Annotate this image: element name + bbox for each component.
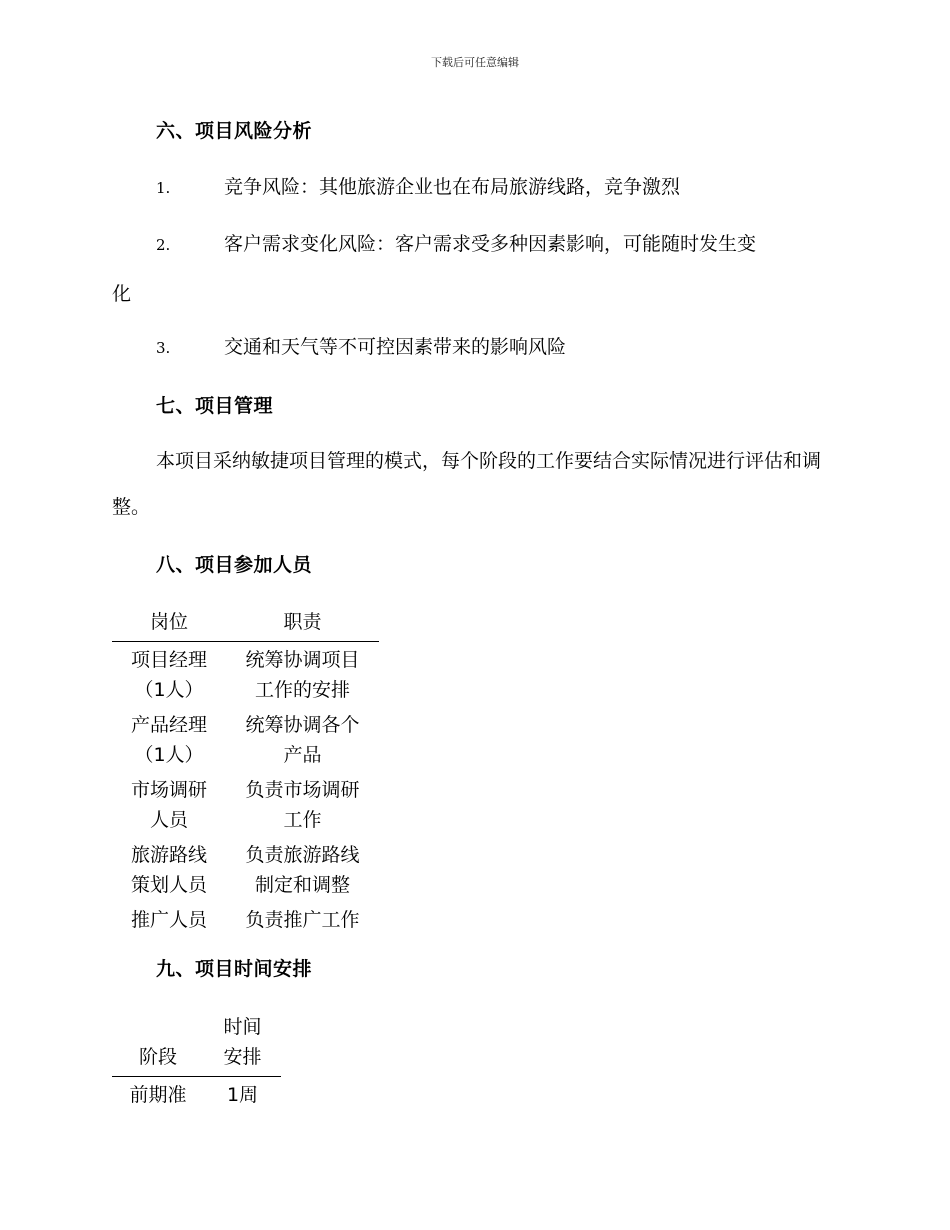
list-item	[156, 324, 836, 371]
management-paragraph: 本项目采纳敏捷项目管理的模式，每个阶段的工作要结合实际情况进行评估和调整。	[112, 450, 822, 518]
list-item-text: 竞争风险：其他旅游企业也在布局旅游线路，竞争激烈	[224, 176, 681, 198]
table-cell: 推广人员	[130, 909, 207, 931]
list-number: 1.	[156, 179, 171, 197]
table-header-cell: 阶段	[112, 1012, 204, 1077]
section-heading-schedule: 九、项目时间安排	[156, 958, 313, 980]
staff-table	[112, 607, 379, 937]
page-header-note: 下载后可任意编辑	[431, 56, 519, 69]
table-header-cell: 职责	[226, 607, 379, 642]
table-row	[112, 837, 379, 902]
list-item-text: 客户需求变化风险：客户需求受多种因素影响，可能随时发生变	[224, 233, 757, 255]
table-cell: 统筹协调各个产品	[245, 714, 360, 766]
table-cell: 产品经理（1人）	[130, 714, 207, 766]
table-row	[112, 707, 379, 772]
list-item	[156, 164, 836, 211]
table-header-cell: 岗位	[112, 607, 226, 642]
table-cell: 前期准	[129, 1084, 187, 1106]
section-heading-risk: 六、项目风险分析	[156, 120, 313, 142]
table-row	[112, 772, 379, 837]
table-header-row	[112, 1012, 281, 1077]
list-number: 2.	[156, 236, 171, 254]
schedule-table	[112, 1012, 281, 1112]
table-cell: 统筹协调项目工作的安排	[245, 649, 360, 701]
table-cell: 项目经理（1人）	[130, 649, 207, 701]
section-heading-staff: 八、项目参加人员	[156, 554, 313, 576]
table-cell: 负责旅游路线制定和调整	[245, 844, 360, 896]
table-header-cell: 时间安排	[204, 1012, 281, 1077]
table-cell: 市场调研人员	[130, 779, 207, 831]
table-cell: 负责市场调研工作	[245, 779, 360, 831]
table-header-row	[112, 607, 379, 642]
list-item	[156, 221, 836, 268]
table-row	[112, 1077, 281, 1113]
list-item-wrap-text: 化	[112, 283, 132, 305]
table-row	[112, 902, 379, 937]
section-heading-management: 七、项目管理	[156, 395, 274, 417]
list-number: 3.	[156, 339, 171, 357]
table-cell: 负责推广工作	[245, 909, 360, 931]
table-cell: 旅游路线策划人员	[130, 844, 207, 896]
table-cell: 1周	[226, 1084, 259, 1106]
list-item-text: 交通和天气等不可控因素带来的影响风险	[224, 336, 567, 358]
table-row	[112, 642, 379, 708]
